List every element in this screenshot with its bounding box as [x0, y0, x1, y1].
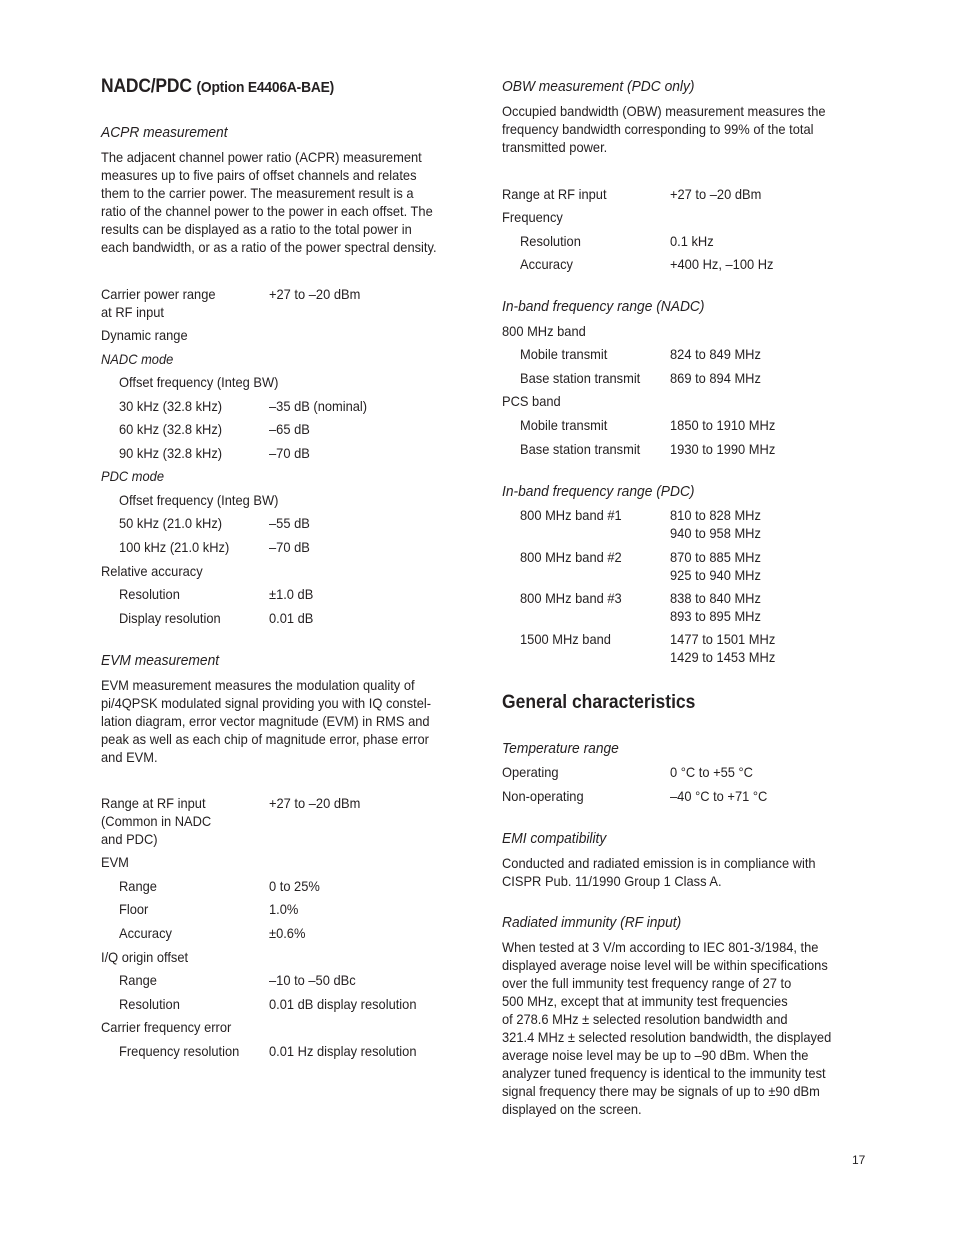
spec-label: and PDC) [101, 831, 158, 847]
spec-label: Base station transmit [520, 370, 641, 386]
evm-paragraph: EVM measurement measures the modulation quality of pi/4QPSK modulated signal providing you with IQ constel- lation diagram, error vector magnitude (EVM) in RMS and peak as well as each chip of magnitude error, phase error and EVM. [101, 677, 432, 765]
radiated-immunity-heading: Radiated immunity (RF input) [502, 914, 682, 931]
spec-value: 810 to 828 MHz [670, 507, 761, 523]
spec-value: 869 to 894 MHz [670, 370, 761, 386]
spec-value: 1429 to 1453 MHz [670, 649, 776, 665]
spec-value: 1.0% [269, 901, 299, 917]
spec-value: 824 to 849 MHz [670, 346, 761, 362]
radiated-immunity-text: signal frequency there may be signals of up to ±90 dBm [502, 1083, 820, 1099]
spec-label: PCS band [502, 393, 561, 409]
radiated-immunity-text: When tested at 3 V/m according to IEC 801-3/1984, the [502, 939, 819, 955]
spec-label: 60 kHz (32.8 kHz) [119, 421, 223, 437]
spec-label: Base station transmit [520, 441, 641, 457]
spec-label: Mobile transmit [520, 346, 608, 362]
spec-value: +400 Hz, –100 Hz [670, 256, 774, 272]
spec-label: 800 MHz band [502, 323, 586, 339]
radiated-immunity-text: of 278.6 MHz ± selected resolution bandwidth and [502, 1011, 788, 1027]
spec-label: 800 MHz band #3 [520, 590, 622, 606]
page-number: 17 [852, 1153, 866, 1167]
acpr-heading: ACPR measurement [101, 124, 228, 141]
spec-value: –70 dB [269, 539, 310, 555]
spec-label: 90 kHz (32.8 kHz) [119, 445, 223, 461]
spec-label: Operating [502, 764, 559, 780]
spec-label: 30 kHz (32.8 kHz) [119, 398, 223, 414]
spec-label: Range [119, 972, 157, 988]
spec-value: –35 dB (nominal) [269, 398, 368, 414]
spec-label: Resolution [119, 586, 180, 602]
radiated-immunity-text: average noise level may be up to –90 dBm. When the [502, 1047, 809, 1063]
spec-value: 0.01 dB [269, 610, 314, 626]
pdc-mode-label: PDC mode [101, 468, 164, 484]
radiated-immunity-text: displayed average noise level will be within specifications [502, 957, 828, 973]
spec-value: 0.01 Hz display resolution [269, 1043, 417, 1059]
spec-value: 0.01 dB display resolution [269, 996, 417, 1012]
obw-heading: OBW measurement (PDC only) [502, 78, 695, 95]
emi-text: CISPR Pub. 11/1990 Group 1 Class A. [502, 873, 722, 889]
spec-label: Resolution [520, 233, 581, 249]
spec-value: +27 to –20 dBm [269, 286, 361, 302]
spec-label: EVM [101, 854, 129, 870]
spec-value: 1477 to 1501 MHz [670, 631, 776, 647]
spec-value: –10 to –50 dBc [269, 972, 356, 988]
spec-value: 1930 to 1990 MHz [670, 441, 776, 457]
spec-label: Mobile transmit [520, 417, 608, 433]
spec-value: 0.1 kHz [670, 233, 714, 249]
spec-label: 100 kHz (21.0 kHz) [119, 539, 230, 555]
spec-value: –70 dB [269, 445, 310, 461]
spec-label: Frequency [502, 209, 563, 225]
spec-label: 50 kHz (21.0 kHz) [119, 515, 223, 531]
spec-value: 838 to 840 MHz [670, 590, 761, 606]
spec-label: Floor [119, 901, 149, 917]
radiated-immunity-text: analyzer tuned frequency is identical to the immunity test [502, 1065, 826, 1081]
spec-value: 870 to 885 MHz [670, 549, 761, 565]
spec-label: Offset frequency (Integ BW) [119, 374, 279, 390]
spec-value: 1850 to 1910 MHz [670, 417, 776, 433]
spec-value: –55 dB [269, 515, 310, 531]
spec-label: Carrier power range [101, 286, 216, 302]
spec-label: Offset frequency (Integ BW) [119, 492, 279, 508]
spec-label: 800 MHz band #2 [520, 549, 622, 565]
spec-value: 940 to 958 MHz [670, 525, 761, 541]
spec-value: 0 °C to +55 °C [670, 764, 753, 780]
radiated-immunity-text: 321.4 MHz ± selected resolution bandwidth, the displayed [502, 1029, 832, 1045]
spec-value: ±1.0 dB [269, 586, 314, 602]
spec-value: 925 to 940 MHz [670, 567, 761, 583]
general-characteristics-title: General characteristics [502, 692, 696, 713]
spec-value: –65 dB [269, 421, 310, 437]
nadc-mode-label: NADC mode [101, 351, 174, 367]
radiated-immunity-text: over the full immunity test frequency range of 27 to [502, 975, 792, 991]
acpr-paragraph: The adjacent channel power ratio (ACPR) measurement measures up to five pairs of offset channels and relates them to the carrier power. The measurement result is a ratio of the channel power to the power in each offset. The results can be displayed as a ratio to the total power in each bandwidth, or as a ratio of the power spectral density. [101, 149, 437, 255]
spec-label: Range [119, 878, 157, 894]
spec-label: Dynamic range [101, 327, 188, 343]
spec-label: I/Q origin offset [101, 949, 189, 965]
spec-label: at RF input [101, 304, 165, 320]
nadc-band-heading: In-band frequency range (NADC) [502, 298, 705, 315]
spec-label: Range at RF input [101, 795, 206, 811]
spec-label: Accuracy [119, 925, 172, 941]
temperature-heading: Temperature range [502, 740, 619, 757]
emi-text: Conducted and radiated emission is in compliance with [502, 855, 816, 871]
spec-label: (Common in NADC [101, 813, 212, 829]
spec-label: Relative accuracy [101, 563, 203, 579]
radiated-immunity-text: displayed on the screen. [502, 1101, 642, 1117]
evm-heading: EVM measurement [101, 652, 220, 669]
spec-label: Frequency resolution [119, 1043, 240, 1059]
spec-label: 1500 MHz band [520, 631, 611, 647]
spec-label: 800 MHz band #1 [520, 507, 622, 523]
pdc-band-heading: In-band frequency range (PDC) [502, 483, 695, 500]
spec-label: Display resolution [119, 610, 221, 626]
spec-label: Resolution [119, 996, 180, 1012]
spec-label: Carrier frequency error [101, 1019, 232, 1035]
spec-value: +27 to –20 dBm [670, 186, 762, 202]
obw-paragraph: Occupied bandwidth (OBW) measurement measures the frequency bandwidth corresponding to 99% of the total transmitted power. [502, 103, 826, 155]
emi-heading: EMI compatibility [502, 830, 607, 847]
spec-value: +27 to –20 dBm [269, 795, 361, 811]
radiated-immunity-text: 500 MHz, except that at immunity test frequencies [502, 993, 788, 1009]
spec-value: 0 to 25% [269, 878, 320, 894]
spec-label: Accuracy [520, 256, 573, 272]
spec-label: Range at RF input [502, 186, 607, 202]
spec-value: –40 °C to +71 °C [670, 788, 768, 804]
spec-value: 893 to 895 MHz [670, 608, 761, 624]
section-title: NADC/PDC (Option E4406A-BAE) [101, 76, 335, 97]
spec-label: Non-operating [502, 788, 584, 804]
spec-value: ±0.6% [269, 925, 306, 941]
